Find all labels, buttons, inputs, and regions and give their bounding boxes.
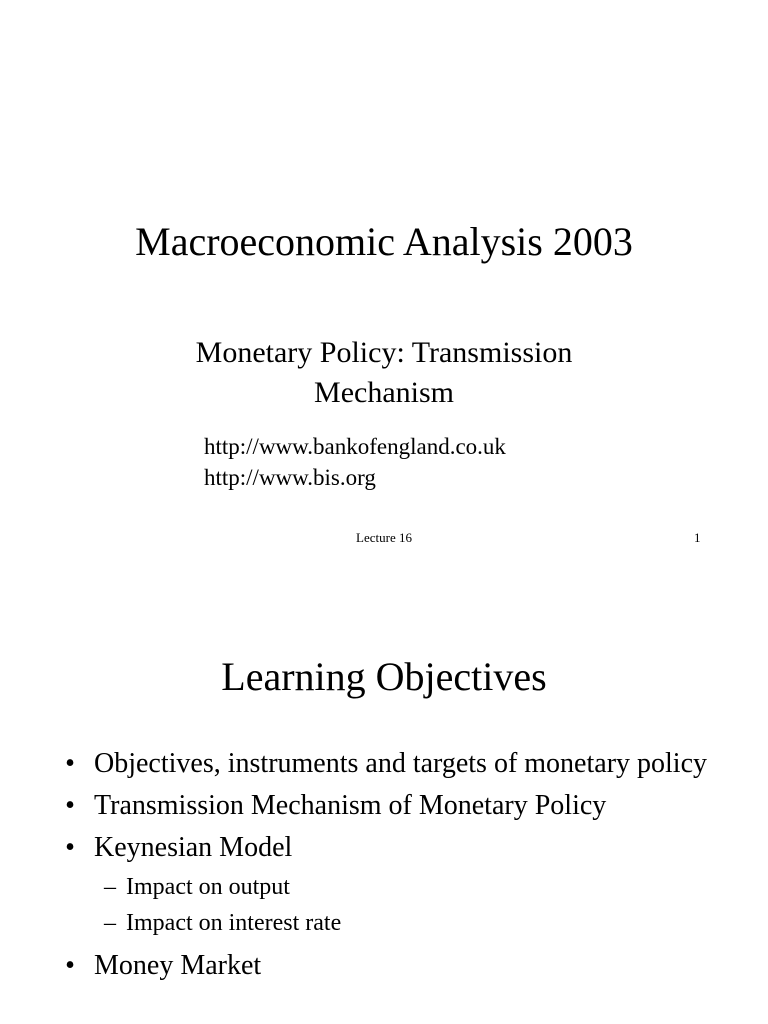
reference-links [204,431,506,493]
subtitle-line: Monetary Policy: Transmission [195,336,573,369]
dash-marker: – [104,874,116,900]
objectives-list [60,747,720,991]
sub-list-item [94,905,720,941]
list-item [60,831,720,941]
sub-list [94,869,720,941]
bullet-text: Keynesian Model [94,832,293,863]
link-bis[interactable]: http://www.bis.org [204,465,376,490]
slide-2 [0,580,768,1024]
slide-title: Learning Objectives [221,654,547,699]
slide-title: Macroeconomic Analysis 2003 [135,219,633,264]
page-number: 1 [694,530,701,545]
bullet-text: Objectives, instruments and targets of monetary policy [94,748,708,779]
sub-list-item [94,869,720,905]
bullet-text: Money Market [94,950,262,981]
list-item [60,789,720,823]
sub-bullet-text: Impact on interest rate [126,910,342,936]
lecture-label: Lecture 16 [356,530,412,545]
list-item [60,747,720,781]
sub-bullet-text: Impact on output [126,874,290,900]
bullet-marker: • [65,790,75,821]
bullet-marker: • [65,832,75,863]
bullet-text: Transmission Mechanism of Monetary Policy [94,790,607,821]
bullet-marker: • [65,748,75,779]
list-item [60,949,720,983]
bullet-marker: • [65,950,75,981]
subtitle-line: Mechanism [314,376,454,409]
link-bank-of-england[interactable]: http://www.bankofengland.co.uk [204,434,506,459]
dash-marker: – [104,910,116,936]
slide-subtitle [0,333,768,413]
